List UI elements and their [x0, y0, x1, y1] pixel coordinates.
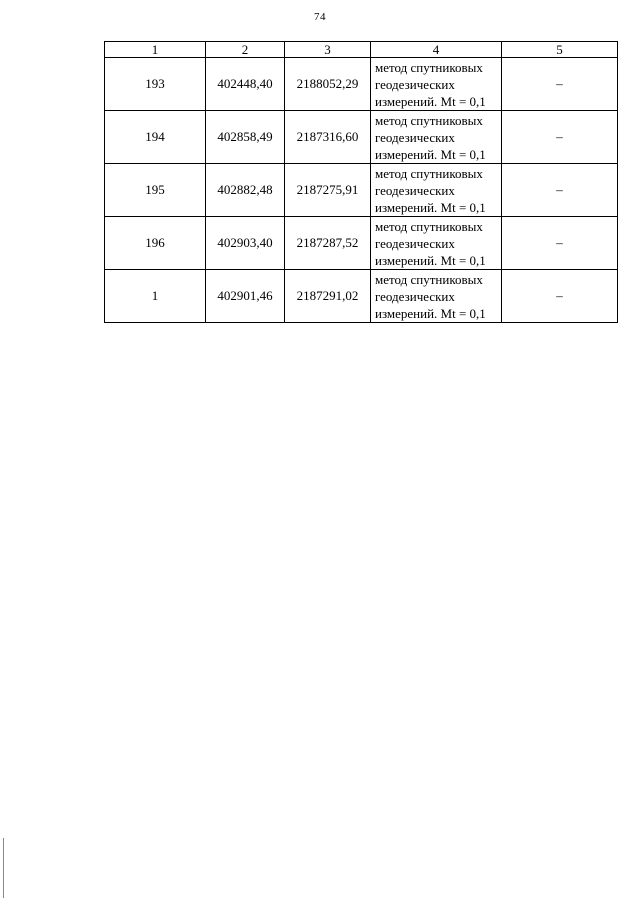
table-row — [105, 111, 618, 164]
page-number: 74 — [314, 11, 326, 23]
method-line: геодезических — [375, 235, 455, 251]
method-line: метод спутниковых — [375, 165, 483, 181]
note-cell: – — [502, 58, 618, 111]
method-line: геодезических — [375, 288, 455, 304]
x-coordinate-cell: 402448,40 — [206, 58, 285, 111]
method-line: метод спутниковых — [375, 271, 483, 287]
point-number-cell: 193 — [105, 58, 206, 111]
method-line: метод спутниковых — [375, 112, 483, 128]
x-coordinate-cell: 402858,49 — [206, 111, 285, 164]
method-cell — [371, 58, 502, 111]
table-row — [105, 164, 618, 217]
coordinates-table — [104, 41, 618, 323]
scan-edge-mark — [3, 838, 4, 898]
x-coordinate-cell: 402882,48 — [206, 164, 285, 217]
y-coordinate-cell: 2187287,52 — [285, 217, 371, 270]
point-number-cell: 1 — [105, 270, 206, 323]
y-coordinate-cell: 2187275,91 — [285, 164, 371, 217]
x-coordinate-cell: 402903,40 — [206, 217, 285, 270]
note-cell: – — [502, 111, 618, 164]
method-cell — [371, 111, 502, 164]
point-number-cell: 196 — [105, 217, 206, 270]
note-cell: – — [502, 164, 618, 217]
method-line: метод спутниковых — [375, 218, 483, 234]
method-line: геодезических — [375, 76, 455, 92]
header-cell: 4 — [371, 42, 502, 58]
note-cell: – — [502, 270, 618, 323]
x-coordinate-cell: 402901,46 — [206, 270, 285, 323]
y-coordinate-cell: 2187291,02 — [285, 270, 371, 323]
method-line: геодезических — [375, 129, 455, 145]
method-line: геодезических — [375, 182, 455, 198]
header-cell: 2 — [206, 42, 285, 58]
method-line: измерений. Mt = 0,1 — [375, 252, 486, 268]
method-cell — [371, 217, 502, 270]
method-cell — [371, 270, 502, 323]
table-row — [105, 270, 618, 323]
point-number-cell: 194 — [105, 111, 206, 164]
point-number-cell: 195 — [105, 164, 206, 217]
method-cell — [371, 164, 502, 217]
y-coordinate-cell: 2187316,60 — [285, 111, 371, 164]
table-header-row — [105, 42, 618, 58]
header-cell: 5 — [502, 42, 618, 58]
y-coordinate-cell: 2188052,29 — [285, 58, 371, 111]
method-line: измерений. Mt = 0,1 — [375, 199, 486, 215]
note-cell: – — [502, 217, 618, 270]
method-line: измерений. Mt = 0,1 — [375, 93, 486, 109]
method-line: измерений. Mt = 0,1 — [375, 146, 486, 162]
method-line: измерений. Mt = 0,1 — [375, 305, 486, 321]
header-cell: 3 — [285, 42, 371, 58]
table-row — [105, 217, 618, 270]
method-line: метод спутниковых — [375, 59, 483, 75]
table-row — [105, 58, 618, 111]
header-cell: 1 — [105, 42, 206, 58]
